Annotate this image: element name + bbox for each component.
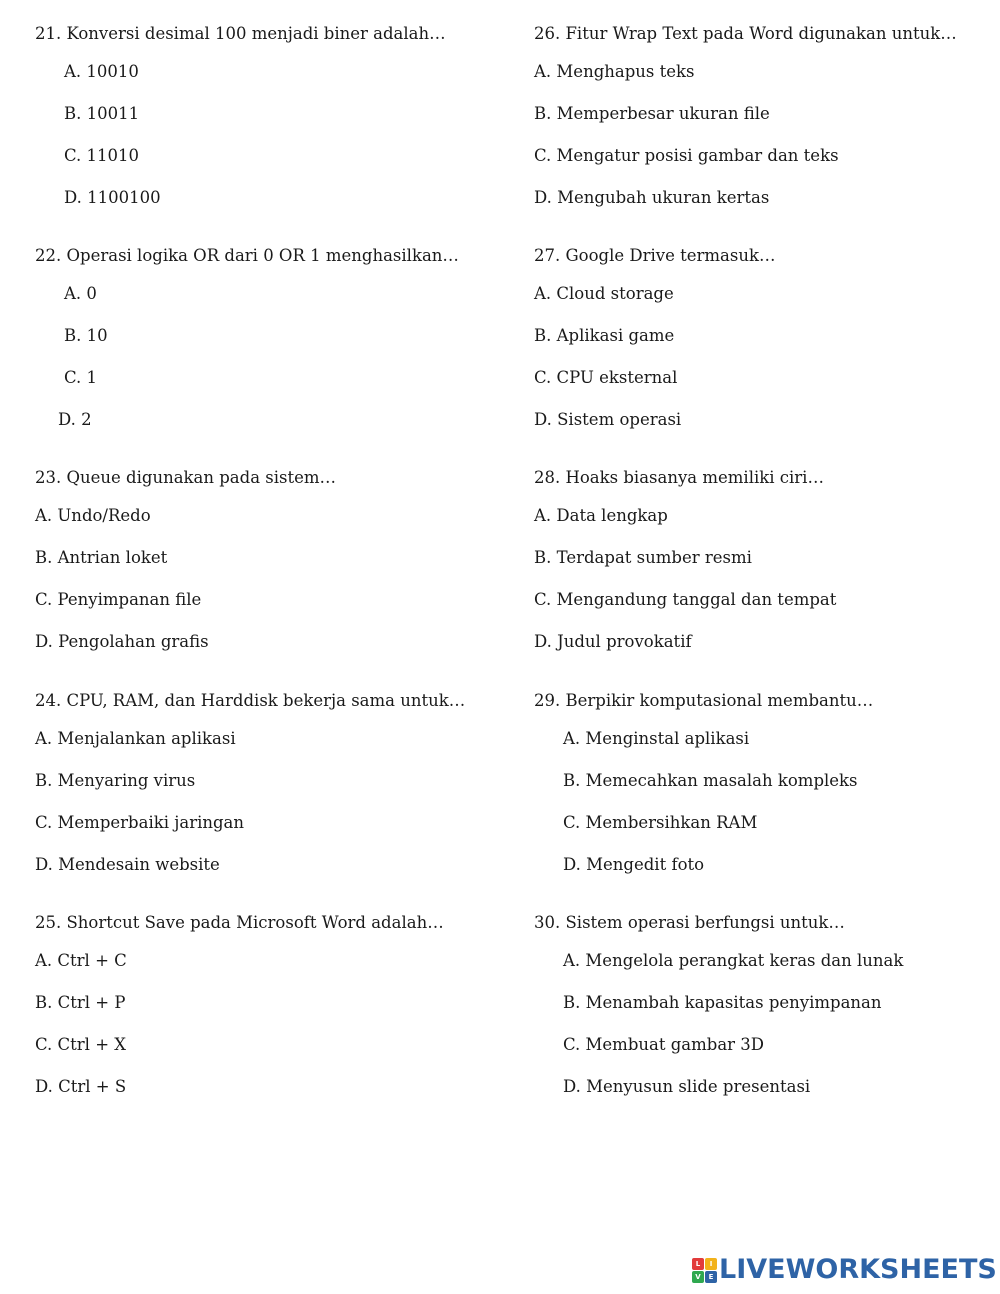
- option-a[interactable]: A. Menginstal aplikasi: [563, 729, 750, 748]
- option-b[interactable]: B. Antrian loket: [35, 548, 168, 567]
- option-b[interactable]: B. 10011: [64, 104, 140, 123]
- option-a[interactable]: A. Data lengkap: [534, 506, 668, 525]
- question-text: 24. CPU, RAM, dan Harddisk bekerja sama untuk…: [35, 691, 466, 710]
- option-c[interactable]: C. Membuat gambar 3D: [563, 1035, 765, 1054]
- question-text: 25. Shortcut Save pada Microsoft Word adalah…: [35, 913, 444, 932]
- option-c[interactable]: C. Membersihkan RAM: [563, 813, 758, 832]
- option-d[interactable]: D. Mendesain website: [35, 855, 220, 874]
- option-d[interactable]: D. Ctrl + S: [35, 1077, 127, 1096]
- option-d[interactable]: D. 2: [58, 410, 92, 429]
- logo-mark-letter: E: [705, 1271, 717, 1283]
- question-text: 30. Sistem operasi berfungsi untuk…: [534, 913, 845, 932]
- option-d[interactable]: D. Sistem operasi: [534, 410, 682, 429]
- liveworksheets-logo: [692, 1254, 997, 1285]
- question-text: 21. Konversi desimal 100 menjadi biner adalah…: [35, 24, 446, 43]
- logo-mark-letter: I: [705, 1258, 717, 1270]
- question-text: 29. Berpikir komputasional membantu…: [534, 691, 874, 710]
- logo-mark-letter: L: [692, 1258, 704, 1270]
- option-d[interactable]: D. Mengedit foto: [563, 855, 705, 874]
- option-c[interactable]: C. 1: [64, 368, 98, 387]
- option-b[interactable]: B. Menyaring virus: [35, 771, 196, 790]
- option-d[interactable]: D. 1100100: [64, 188, 161, 207]
- logo-text: LIVEWORKSHEETS: [719, 1254, 997, 1285]
- question-text: 23. Queue digunakan pada sistem…: [35, 468, 337, 487]
- option-a[interactable]: A. Mengelola perangkat keras dan lunak: [563, 951, 904, 970]
- logo-mark-letter: V: [692, 1271, 704, 1283]
- question-text: 26. Fitur Wrap Text pada Word digunakan untuk…: [534, 24, 957, 43]
- option-b[interactable]: B. 10: [64, 326, 108, 345]
- option-d[interactable]: D. Mengubah ukuran kertas: [534, 188, 770, 207]
- logo-mark-icon: [692, 1258, 716, 1282]
- option-b[interactable]: B. Terdapat sumber resmi: [534, 548, 752, 567]
- option-c[interactable]: C. Ctrl + X: [35, 1035, 127, 1054]
- option-a[interactable]: A. Menghapus teks: [534, 62, 695, 81]
- option-a[interactable]: A. 0: [64, 284, 97, 303]
- option-a[interactable]: A. Menjalankan aplikasi: [35, 729, 236, 748]
- question-text: 22. Operasi logika OR dari 0 OR 1 menghasilkan…: [35, 246, 459, 265]
- question-text: 28. Hoaks biasanya memiliki ciri…: [534, 468, 824, 487]
- option-c[interactable]: C. Mengandung tanggal dan tempat: [534, 590, 837, 609]
- option-b[interactable]: B. Ctrl + P: [35, 993, 126, 1012]
- option-b[interactable]: B. Menambah kapasitas penyimpanan: [563, 993, 882, 1012]
- option-b[interactable]: B. Memperbesar ukuran file: [534, 104, 770, 123]
- option-d[interactable]: D. Pengolahan grafis: [35, 632, 209, 651]
- option-c[interactable]: C. CPU eksternal: [534, 368, 678, 387]
- option-a[interactable]: A. 10010: [64, 62, 139, 81]
- option-a[interactable]: A. Undo/Redo: [35, 506, 151, 525]
- option-c[interactable]: C. 11010: [64, 146, 140, 165]
- option-d[interactable]: D. Menyusun slide presentasi: [563, 1077, 811, 1096]
- option-d[interactable]: D. Judul provokatif: [534, 632, 692, 651]
- option-b[interactable]: B. Memecahkan masalah kompleks: [563, 771, 858, 790]
- option-c[interactable]: C. Mengatur posisi gambar dan teks: [534, 146, 839, 165]
- option-a[interactable]: A. Ctrl + C: [35, 951, 127, 970]
- option-c[interactable]: C. Penyimpanan file: [35, 590, 202, 609]
- question-text: 27. Google Drive termasuk…: [534, 246, 776, 265]
- option-c[interactable]: C. Memperbaiki jaringan: [35, 813, 245, 832]
- option-b[interactable]: B. Aplikasi game: [534, 326, 675, 345]
- option-a[interactable]: A. Cloud storage: [534, 284, 674, 303]
